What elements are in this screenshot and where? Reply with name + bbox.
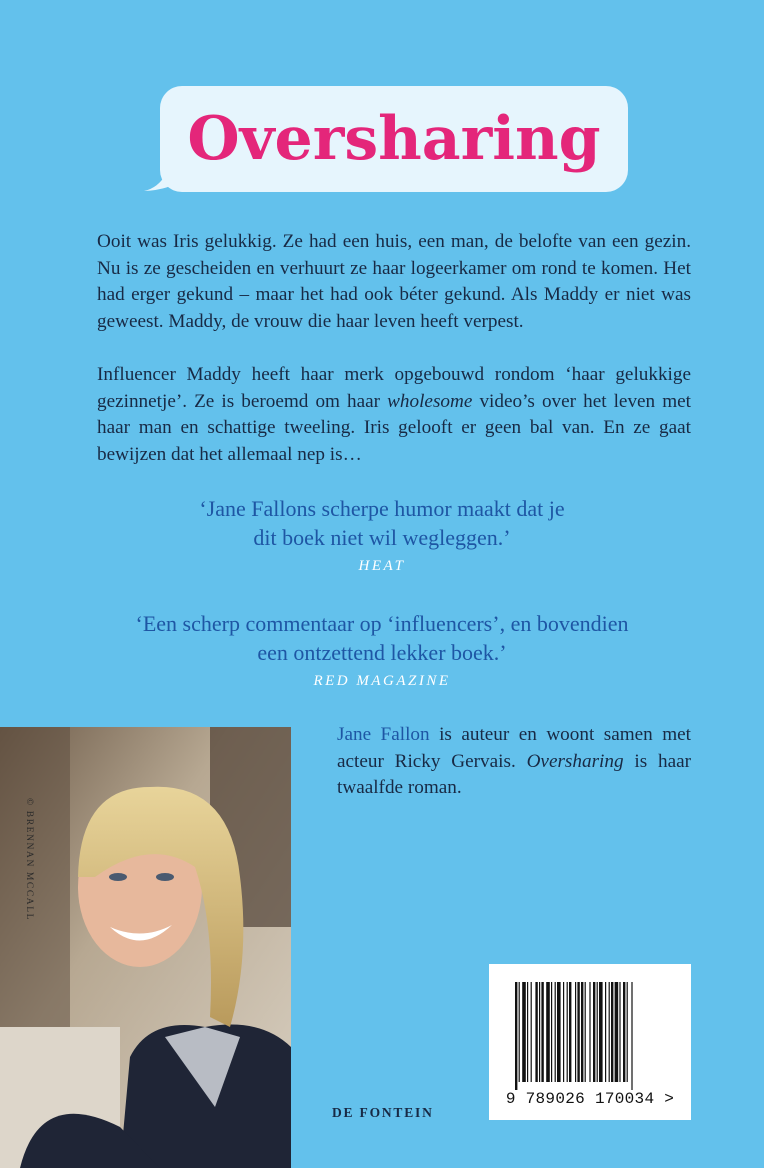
barcode-bar	[585, 982, 586, 1082]
isbn-number: 9 789026 170034 >	[505, 1090, 675, 1108]
barcode-bar	[541, 982, 543, 1082]
barcode-bar	[581, 982, 583, 1082]
bio-title-emphasis: Oversharing	[526, 750, 624, 772]
barcode-bar	[609, 982, 610, 1082]
barcode-bars	[489, 964, 691, 1094]
barcode-bar	[575, 982, 576, 1082]
author-bio: Jane Fallon is auteur en woont samen met acteur Ricky Gervais. Oversharing is haar twaalfde roman.	[337, 724, 692, 798]
barcode-bar	[599, 982, 603, 1082]
barcode-bar	[519, 982, 520, 1082]
barcode-bar	[551, 982, 552, 1082]
blurb-paragraph-1: Ooit was Iris gelukkig. Ze had een huis, een man, de belofte van een gezin. Nu is ze gescheiden en verhuurt ze haar logeerkamer om rond te komen. Het had erger gekund – maar het had ook béter gekund. Als Maddy er niet was geweest. Maddy, de vrouw die haar leven heeft verpest.	[97, 231, 691, 332]
author-photo	[0, 727, 291, 1168]
book-title: Oversharing	[187, 104, 601, 174]
review-quote-1: ‘Jane Fallons scherpe humor maakt dat je dit boek niet wil wegleggen.’	[199, 496, 565, 550]
barcode-bar	[515, 982, 517, 1090]
barcode	[489, 964, 691, 1120]
barcode-bar	[527, 982, 528, 1082]
barcode-bar	[627, 982, 628, 1082]
barcode-bar	[535, 982, 537, 1082]
barcode-bar	[546, 982, 550, 1082]
review-quote-2: ‘Een scherp commentaar op ‘influencers’, en bovendien een ontzettend lekker boek.’	[135, 611, 629, 665]
review-source-1: HEAT	[358, 558, 406, 574]
barcode-bar	[589, 982, 590, 1082]
barcode-bar	[615, 982, 619, 1082]
barcode-bar	[605, 982, 606, 1082]
author-name: Jane Fallon	[337, 724, 430, 745]
barcode-bar	[531, 982, 532, 1082]
barcode-bar	[593, 982, 595, 1082]
barcode-bar	[539, 982, 540, 1082]
photo-credit: © BRENNAN MCCALL	[24, 798, 34, 922]
barcode-bar	[555, 982, 556, 1082]
barcode-bar	[557, 982, 561, 1082]
blurb-emphasis: wholesome	[387, 390, 473, 412]
barcode-bar	[563, 982, 564, 1082]
barcode-bar	[623, 982, 625, 1082]
barcode-bar	[597, 982, 598, 1082]
barcode-bar	[522, 982, 526, 1082]
review-source-2: RED MAGAZINE	[313, 673, 451, 689]
barcode-bar	[619, 982, 620, 1082]
barcode-bar	[569, 982, 571, 1082]
publisher-name: DE FONTEIN	[332, 1105, 434, 1120]
barcode-bar	[567, 982, 568, 1082]
blurb-paragraph-2: Influencer Maddy heeft haar merk opgebouwd rondom ‘haar gelukkige gezinnetje’. Ze is beroemd om haar wholesome video’s over het leven met haar man en schattige tweeling. Iris gelooft er geen bal van. En ze gaat bewijzen dat het allemaal nep is…	[97, 364, 691, 465]
barcode-bar	[611, 982, 613, 1082]
barcode-bar	[631, 982, 632, 1090]
barcode-bar	[577, 982, 579, 1082]
